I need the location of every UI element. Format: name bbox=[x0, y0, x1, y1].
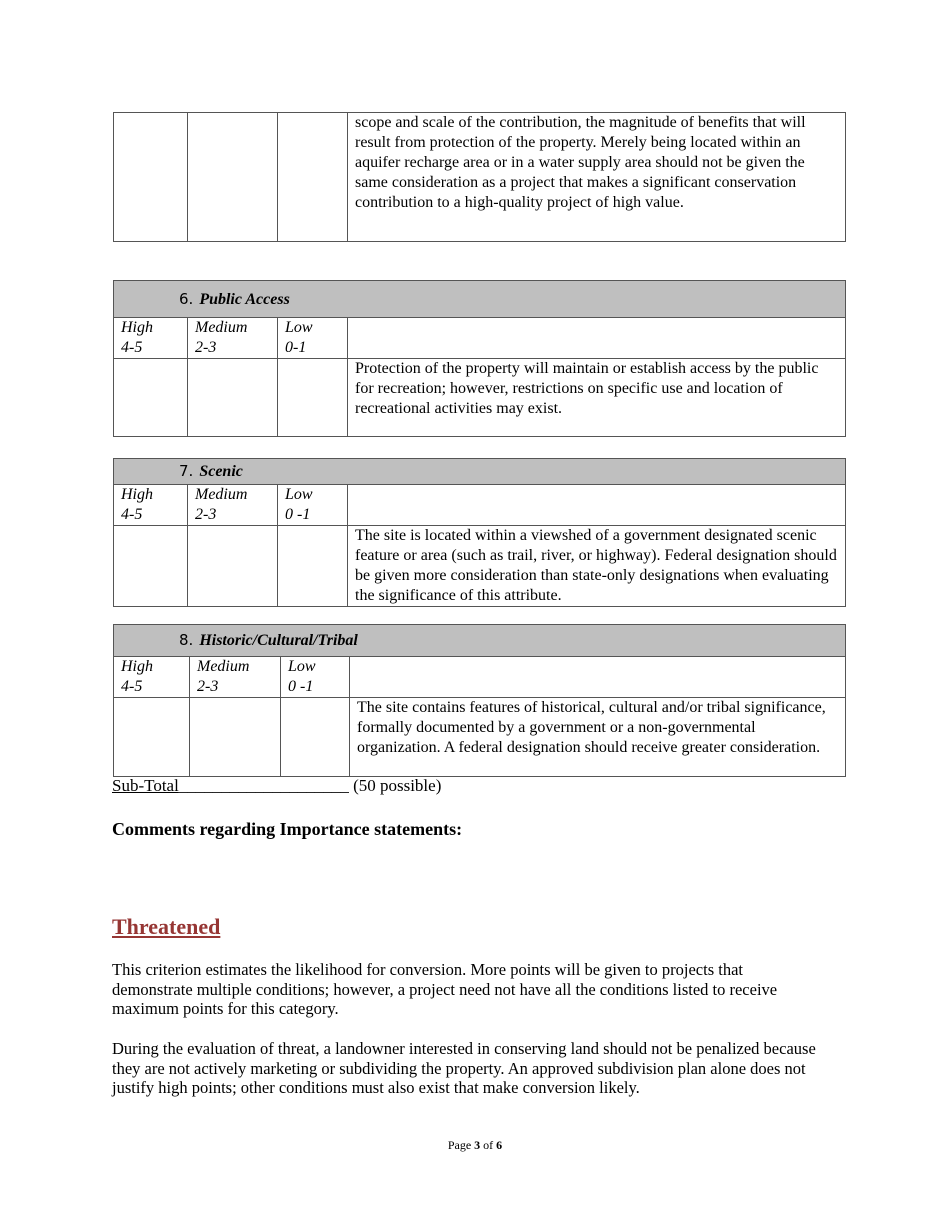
high-label: High 4-5 bbox=[114, 657, 190, 698]
low-score-cell[interactable] bbox=[278, 113, 348, 242]
rating-row bbox=[114, 485, 846, 526]
medium-score-cell[interactable] bbox=[188, 359, 278, 437]
threatened-paragraph-2: During the evaluation of threat, a landowner interested in conserving land should not be penalized because they are not actively marketing or subdividing the property. An approved subdivision plan alone does not justify high points; other conditions must also exist that make conversion likely. bbox=[112, 1039, 816, 1097]
rating-row bbox=[114, 657, 846, 698]
page-footer: Page 3 of 6 bbox=[447, 1138, 503, 1152]
criterion-title: Scenic bbox=[199, 463, 243, 480]
criterion-description: The site is located within a viewshed of a government designated scenic feature or area (such as trail, river, or highway). Federal designation should be given more consideration than state-only designations when evaluating the significance of this attribute. bbox=[348, 526, 846, 607]
criterion-title: Public Access bbox=[199, 290, 290, 308]
high-score-cell[interactable] bbox=[114, 359, 188, 437]
criterion-number: 8. bbox=[179, 631, 194, 649]
score-row bbox=[114, 526, 846, 607]
subtotal-line bbox=[112, 776, 441, 796]
criterion-description: The site contains features of historical, cultural and/or tribal significance, formally documented by a government or a non-governmental organization. A federal designation should receive greater consideration. bbox=[350, 698, 846, 777]
criterion-header bbox=[114, 625, 846, 657]
criterion-title: Historic/Cultural/Tribal bbox=[199, 632, 358, 649]
criterion-description: Protection of the property will maintain or establish access by the public for recreation; however, restrictions on specific use and location of recreational activities may exist. bbox=[348, 359, 846, 437]
high-label: High 4-5 bbox=[114, 485, 188, 526]
medium-label: Medium 2-3 bbox=[188, 318, 278, 359]
continued-row bbox=[114, 113, 846, 242]
criterion-header bbox=[114, 281, 846, 318]
medium-label: Medium 2-3 bbox=[190, 657, 281, 698]
criterion-table-public-access bbox=[113, 280, 846, 437]
medium-score-cell[interactable] bbox=[188, 526, 278, 607]
rating-row bbox=[114, 318, 846, 359]
subtotal-note: (50 possible) bbox=[348, 776, 442, 795]
high-label: High 4-5 bbox=[114, 318, 188, 359]
continued-description: scope and scale of the contribution, the magnitude of benefits that will result from protection of the property. Merely being located within an aquifer recharge area or in a water supply area should not be given the same consideration as a project that makes a significant conservation contribution to a high-quality project of high value. bbox=[348, 113, 846, 242]
medium-score-cell[interactable] bbox=[190, 698, 281, 777]
criterion-table-historic bbox=[113, 624, 846, 777]
subtotal-blank[interactable]: ____________________ bbox=[178, 776, 349, 795]
subtotal-label: Sub-Total bbox=[112, 776, 179, 795]
threatened-paragraph-1: This criterion estimates the likelihood for conversion. More points will be given to projects that demonstrate multiple conditions; however, a project need not have all the conditions listed to receive maximum points for this category. bbox=[112, 960, 778, 1018]
page-total: 6 bbox=[496, 1138, 503, 1152]
criterion-number: 7. bbox=[179, 462, 194, 480]
criterion-table-scenic bbox=[113, 458, 846, 607]
low-label: Low 0-1 bbox=[278, 318, 348, 359]
continued-criterion-table bbox=[113, 112, 846, 242]
score-row bbox=[114, 359, 846, 437]
page-number: 3 bbox=[474, 1138, 481, 1152]
criterion-number: 6. bbox=[179, 289, 194, 308]
high-score-cell[interactable] bbox=[114, 113, 188, 242]
low-score-cell[interactable] bbox=[278, 526, 348, 607]
medium-label: Medium 2-3 bbox=[188, 485, 278, 526]
threatened-heading: Threatened bbox=[112, 914, 221, 939]
low-score-cell[interactable] bbox=[278, 359, 348, 437]
low-label: Low 0 -1 bbox=[278, 485, 348, 526]
high-score-cell[interactable] bbox=[114, 526, 188, 607]
low-label: Low 0 -1 bbox=[281, 657, 350, 698]
comments-heading: Comments regarding Importance statements: bbox=[112, 819, 463, 839]
score-row bbox=[114, 698, 846, 777]
criterion-header bbox=[114, 459, 846, 485]
high-score-cell[interactable] bbox=[114, 698, 190, 777]
low-score-cell[interactable] bbox=[281, 698, 350, 777]
medium-score-cell[interactable] bbox=[188, 113, 278, 242]
